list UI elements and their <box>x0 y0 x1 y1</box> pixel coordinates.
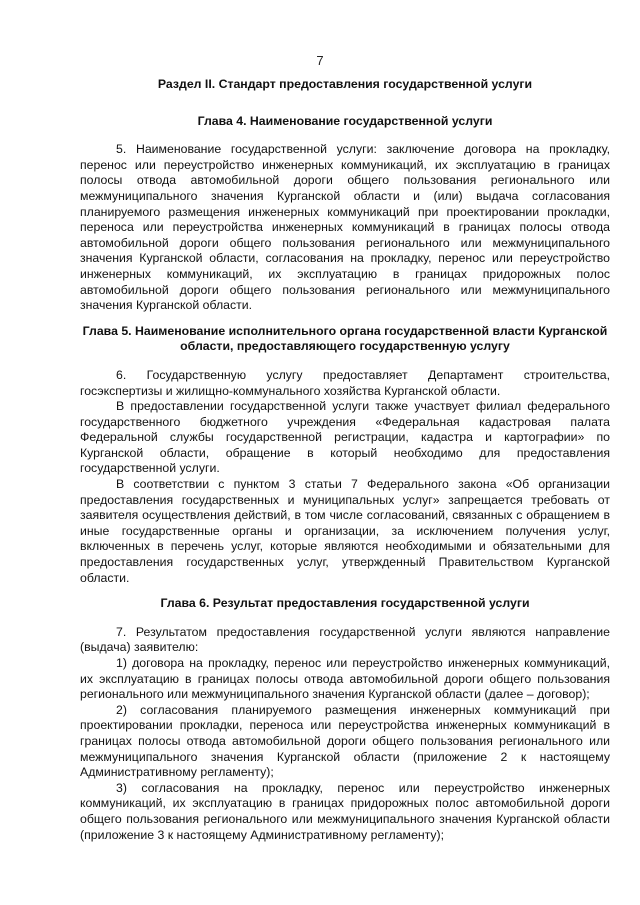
paragraph-6-prohibition: В соответствии с пунктом 3 статьи 7 Федерального закона «Об организации предоставления государственных и муниципальных услуг» запрещается требовать от заявителя осуществления действий, в том числе согласований, связанных с обращением в иные государственные органы и организации, за исключением получения услуг, включенных в перечень услуг, которые являются необходимыми и обязательными для предоставления государственных услуг, утвержденный Правительством Курганской области. <box>80 477 610 585</box>
chapter-5-title: Глава 5. Наименование исполнительного органа государственной власти Курганской области, предоставляющего государственную услугу <box>82 323 608 354</box>
result-item-2: 2) согласования планируемого размещения инженерных коммуникаций при проектировании прокладки, переноса или переустройства инженерных коммуникаций в границах полосы отвода автомобильной дороги общего пользования регионального или межмуниципального значения Курганской области (приложение 2 к настоящему Административному регламенту); <box>80 702 610 780</box>
result-item-1: 1) договора на прокладку, перенос или переустройство инженерных коммуникаций, их эксплуатацию в границах полосы отвода автомобильной дороги общего пользования регионального или межмуниципального значения Курганской области (далее – договор); <box>80 656 610 702</box>
chapter-4-title: Глава 4. Наименование государственной услуги <box>197 113 493 128</box>
page-number: 7 <box>316 53 324 68</box>
paragraph-5: 5. Наименование государственной услуги: заключение договора на прокладку, перенос или переустройство инженерных коммуникаций, их эксплуатацию в границах полосы отвода автомобильной дороги общего пользования регионального или межмуниципального значения Курганской области и (или) выдача согласования планируемого размещения инженерных коммуникаций при проектировании прокладки, переноса или переустройства инженерных коммуникаций в границах полосы отвода автомобильной дороги общего пользования регионального или межмуниципального значения Курганской области, согласования на прокладку, перенос или переустройство инженерных коммуникаций, их эксплуатацию в границах придорожных полос автомобильной дороги общего пользования регионального или межмуниципального значения Курганской области. <box>80 142 610 313</box>
section-title: Раздел II. Стандарт предоставления государственной услуги <box>157 77 533 91</box>
chapter-6-title: Глава 6. Результат предоставления государственной услуги <box>160 596 530 611</box>
paragraph-6-participant: В предоставлении государственной услуги также участвует филиал федерального государственного бюджетного учреждения «Федеральная кадастровая палата Федеральной службы государственной регистрации, кадастра и картографии» по Курганской области, обращение в который необходимо для предоставления государственной услуги. <box>80 399 610 476</box>
paragraph-6: 6. Государственную услугу предоставляет Департамент строительства, госэкспертизы и жилищно-коммунального хозяйства Курганской области. <box>80 367 610 398</box>
document-body <box>80 70 610 843</box>
paragraph-7: 7. Результатом предоставления государственной услуги являются направление (выдача) заявителю: <box>80 624 610 655</box>
result-item-3: 3) согласования на прокладку, перенос или переустройство инженерных коммуникаций, их эксплуатацию в границах придорожных полос автомобильной дороги общего пользования регионального или межмуниципального значения Курганской области (приложение 3 к настоящему Административному регламенту); <box>80 780 610 842</box>
